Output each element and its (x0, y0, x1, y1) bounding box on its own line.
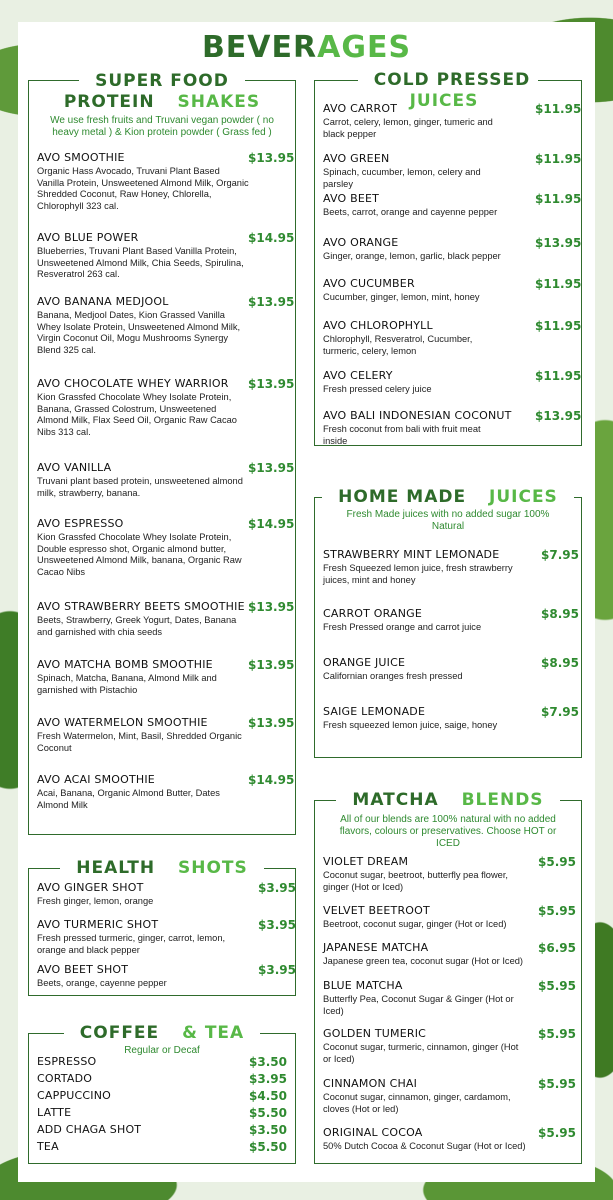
item-price: $3.95 (249, 1072, 287, 1086)
menu-item (323, 607, 581, 634)
menu-item (323, 705, 581, 732)
item-name: AVO SMOOTHIE (37, 151, 125, 164)
item-description: Spinach, Matcha, Banana, Almond Milk and garnished with Pistachio (37, 673, 217, 695)
item-name: VIOLET DREAM (323, 855, 409, 868)
item-name: AVO CHOCOLATE WHEY WARRIOR (37, 377, 229, 390)
item-price: $14.95 (248, 231, 295, 245)
menu-item (29, 1106, 295, 1121)
item-price: $11.95 (535, 277, 582, 291)
item-price: $11.95 (535, 152, 582, 166)
item-description: Organic Hass Avocado, Truvani Plant Based Vanilla Protein, Unsweetened Almond Milk, Organic Shredded Coconut, Raw Honey, Chlorella, Chlorophyll 323 cal. (37, 166, 249, 212)
menu-item (323, 1027, 578, 1065)
item-price: $7.95 (541, 705, 579, 719)
item-price: $5.95 (538, 979, 576, 993)
menu-item (323, 548, 581, 586)
item-price: $11.95 (535, 192, 582, 206)
menu-item (323, 855, 578, 893)
item-name: AVO CUCUMBER (323, 277, 415, 290)
matcha-section (314, 790, 582, 1164)
item-name: AVO GINGER SHOT (37, 881, 144, 894)
item-name: CARROT ORANGE (323, 607, 423, 620)
homemade-subtitle: Fresh Made juices with no added sugar 100% Natural (346, 509, 550, 532)
item-name: AVO CARROT (323, 102, 398, 115)
item-name: AVO BANANA MEDJOOL (37, 295, 169, 308)
menu-item (37, 231, 295, 281)
item-name: AVO MATCHA BOMB SMOOTHIE (37, 658, 213, 671)
menu-item (323, 277, 582, 304)
item-price: $3.95 (258, 881, 296, 895)
item-name: JAPANESE MATCHA (323, 941, 429, 954)
item-description: Japanese green tea, coconut sugar (Hot or Iced) (323, 956, 524, 966)
superfood-heading: SUPER FOOD PROTEIN SHAKES (29, 71, 295, 113)
item-description: Fresh squeezed lemon juice, saige, honey (323, 720, 498, 730)
menu-item (323, 102, 582, 140)
item-description: Spinach, cucumber, lemon, celery and parsley (323, 167, 481, 189)
item-price: $13.95 (248, 600, 295, 614)
item-price: $7.95 (541, 548, 579, 562)
superfood-section (28, 71, 296, 835)
item-description: 50% Dutch Cocoa & Coconut Sugar (Hot or Iced) (323, 1141, 526, 1151)
menu-item (37, 881, 298, 908)
coffee-tea-heading: COFFEE & TEA (29, 1023, 295, 1044)
item-price: $5.95 (538, 1077, 576, 1091)
item-name: ESPRESSO (37, 1055, 97, 1068)
item-name: STRAWBERRY MINT LEMONADE (323, 548, 500, 561)
item-name: ORANGE JUICE (323, 656, 406, 669)
item-description: Beetroot, coconut sugar, ginger (Hot or Iced) (323, 919, 507, 929)
item-name: AVO CHLOROPHYLL (323, 319, 433, 332)
item-price: $13.95 (535, 236, 582, 250)
item-description: Ginger, orange, lemon, garlic, black pepper (323, 251, 501, 261)
menu-item (37, 716, 295, 754)
menu-item (37, 461, 295, 499)
homemade-section (314, 487, 582, 758)
item-name: AVO TURMERIC SHOT (37, 918, 159, 931)
item-description: Fresh pressed turmeric, ginger, carrot, lemon, orange and black pepper (37, 933, 226, 955)
item-description: Coconut sugar, beetroot, butterfly pea flower, ginger (Hot or Iced) (323, 870, 509, 892)
item-description: Fresh Squeezed lemon juice, fresh strawberry juices, mint and honey (323, 563, 513, 585)
menu-item (323, 656, 581, 683)
item-description: Coconut sugar, cinnamon, ginger, cardamom, cloves (Hot or led) (323, 1092, 511, 1114)
item-name: AVO VANILLA (37, 461, 112, 474)
item-name: TEA (37, 1140, 59, 1153)
item-name: CAPPUCCINO (37, 1089, 112, 1102)
menu-item (323, 1077, 578, 1115)
item-name: AVO ESPRESSO (37, 517, 124, 530)
item-description: Fresh coconut from bali with fruit meat inside (323, 424, 481, 446)
menu-item (323, 1126, 578, 1153)
item-name: AVO GREEN (323, 152, 390, 165)
item-price: $13.95 (248, 716, 295, 730)
item-description: Fresh ginger, lemon, orange (37, 896, 154, 906)
menu-item (37, 600, 295, 638)
item-description: Beets, carrot, orange and cayenne pepper (323, 207, 498, 217)
item-price: $5.95 (538, 855, 576, 869)
item-price: $3.95 (258, 963, 296, 977)
item-name: BLUE MATCHA (323, 979, 403, 992)
item-description: Truvani plant based protein, unsweetened almond milk, strawberry, banana. (37, 476, 243, 498)
menu-item (29, 1055, 295, 1070)
item-name: AVO BALI INDONESIAN COCONUT (323, 409, 512, 422)
item-description: Beets, Strawberry, Greek Yogurt, Dates, Banana and garnished with chia seeds (37, 615, 237, 637)
item-price: $6.95 (538, 941, 576, 955)
item-description: Banana, Medjool Dates, Kion Grassed Vanilla Whey Isolate Protein, Unsweetened Almond Milk, Virgin Coconut Oil, Mogu Mushrooms Synergy Blend 325 cal. (37, 310, 241, 356)
item-name: AVO BLUE POWER (37, 231, 139, 244)
menu-item (37, 918, 298, 956)
menu-item (37, 517, 295, 579)
item-price: $4.50 (249, 1089, 287, 1103)
item-name: ORIGINAL COCOA (323, 1126, 423, 1139)
item-name: LATTE (37, 1106, 72, 1119)
health-shots-section (28, 858, 296, 996)
item-name: GOLDEN TUMERIC (323, 1027, 427, 1040)
item-description: Cucumber, ginger, lemon, mint, honey (323, 292, 480, 302)
item-price: $13.95 (248, 151, 295, 165)
menu-item (29, 1089, 295, 1104)
coffee-tea-section (28, 1023, 296, 1164)
item-name: AVO STRAWBERRY BEETS SMOOTHIE (37, 600, 245, 613)
item-price: $13.95 (248, 658, 295, 672)
matcha-heading: MATCHA BLENDS (315, 790, 581, 811)
page-title: BEVERAGES (201, 30, 412, 65)
item-price: $5.50 (249, 1106, 287, 1120)
menu-item (323, 979, 578, 1017)
item-name: CORTADO (37, 1072, 93, 1085)
item-price: $11.95 (535, 102, 582, 116)
menu-item (37, 963, 298, 990)
item-price: $14.95 (248, 773, 295, 787)
superfood-subtitle: We use fresh fruits and Truvani vegan powder ( no heavy metal ) & Kion protein powder ( Grass fed ) (50, 115, 274, 138)
item-price: $5.95 (538, 1126, 576, 1140)
menu-item (29, 1123, 295, 1138)
menu-item (323, 904, 578, 931)
menu-item (323, 369, 582, 396)
menu-item (37, 658, 295, 696)
item-description: Fresh pressed celery juice (323, 384, 432, 394)
item-description: Chlorophyll, Resveratrol, Cucumber, turmeric, celery, lemon (323, 334, 473, 356)
menu-item (323, 319, 582, 357)
menu-item (29, 1140, 295, 1155)
item-price: $5.95 (538, 904, 576, 918)
item-description: Blueberries, Truvani Plant Based Vanilla Protein, Unsweetened Almond Milk, Chia Seeds, Spirulina, Resveratrol 263 cal. (37, 246, 244, 280)
item-price: $5.95 (538, 1027, 576, 1041)
homemade-heading: HOME MADE JUICES (315, 487, 581, 508)
item-price: $11.95 (535, 319, 582, 333)
menu-item (29, 1072, 295, 1087)
item-price: $5.50 (249, 1140, 287, 1154)
item-description: Fresh Pressed orange and carrot juice (323, 622, 482, 632)
menu-item (37, 377, 295, 439)
item-name: AVO ACAI SMOOTHIE (37, 773, 155, 786)
cold-pressed-section (314, 70, 582, 446)
menu-item (323, 152, 582, 190)
matcha-subtitle: All of our blends are 100% natural with no added flavors, colours or preservatives. Choose HOT or ICED (339, 814, 557, 849)
item-description: Fresh Watermelon, Mint, Basil, Shredded Organic Coconut (37, 731, 242, 753)
cold-pressed-heading: COLD PRESSED JUICES (315, 70, 581, 112)
item-price: $13.95 (535, 409, 582, 423)
menu-item (323, 192, 582, 219)
item-name: AVO ORANGE (323, 236, 399, 249)
item-price: $8.95 (541, 656, 579, 670)
menu-item (323, 236, 582, 263)
item-description: Acai, Banana, Organic Almond Butter, Dates Almond Milk (37, 788, 220, 810)
item-name: AVO CELERY (323, 369, 393, 382)
menu-item (37, 151, 295, 213)
item-description: Californian oranges fresh pressed (323, 671, 463, 681)
health-shots-heading: HEALTH SHOTS (29, 858, 295, 879)
menu-item (37, 773, 295, 811)
item-price: $3.50 (249, 1123, 287, 1137)
item-price: $3.50 (249, 1055, 287, 1069)
item-description: Butterfly Pea, Coconut Sugar & Ginger (Hot or Iced) (323, 994, 514, 1016)
menu-item (323, 941, 578, 968)
item-description: Beets, orange, cayenne pepper (37, 978, 167, 988)
item-description: Coconut sugar, turmeric, cinnamon, ginger (Hot or Iced) (323, 1042, 519, 1064)
menu-item (323, 409, 582, 447)
item-price: $13.95 (248, 461, 295, 475)
item-name: AVO BEET (323, 192, 380, 205)
item-name: CINNAMON CHAI (323, 1077, 418, 1090)
item-description: Kion Grassfed Chocolate Whey Isolate Protein, Double espresso shot, Organic almond butter, Unsweetened Almond Milk, banana, Organic Raw Cacao Nibs (37, 532, 242, 578)
item-name: ADD CHAGA SHOT (37, 1123, 142, 1136)
item-description: Kion Grassfed Chocolate Whey Isolate Protein, Banana, Grassed Colostrum, Unsweetened Almond Milk, Flax Seed Oil, Organic Raw Cacao Nibs 313 cal. (37, 392, 237, 438)
item-price: $11.95 (535, 369, 582, 383)
item-description: Carrot, celery, lemon, ginger, tumeric and black pepper (323, 117, 493, 139)
item-price: $3.95 (258, 918, 296, 932)
item-name: AVO WATERMELON SMOOTHIE (37, 716, 208, 729)
item-price: $13.95 (248, 377, 295, 391)
item-name: SAIGE LEMONADE (323, 705, 426, 718)
item-name: AVO BEET SHOT (37, 963, 129, 976)
menu-item (37, 295, 295, 357)
coffee-subtitle: Regular or Decaf (124, 1045, 200, 1056)
item-price: $8.95 (541, 607, 579, 621)
item-price: $13.95 (248, 295, 295, 309)
item-name: VELVET BEETROOT (323, 904, 430, 917)
item-price: $14.95 (248, 517, 295, 531)
